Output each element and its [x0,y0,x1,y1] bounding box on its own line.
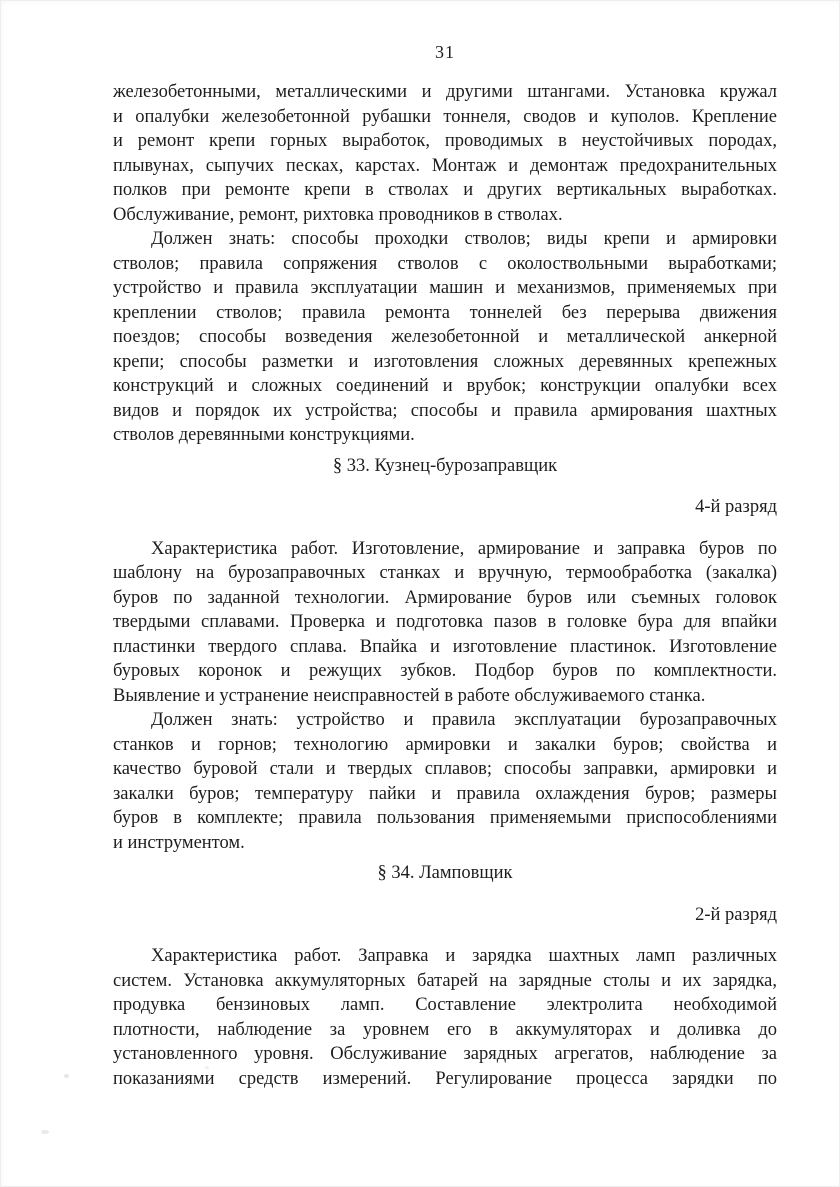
text-line: Обслуживание, ремонт, рихтовка проводников в стволах. [113,204,563,225]
text-line: твердыми сплавами. Проверка и подготовка пазов в головке бура для впайки [113,612,777,632]
section-33-should-know-paragraph [113,708,777,855]
text-line: поездов; способы возведения железобетонной и металлической анкерной [113,327,777,347]
text-line: креплении стволов; правила ремонта тоннелей без перерыва движения [113,302,777,323]
text-line: железобетонными, металлическими и другими штангами. Установка кружал [113,82,777,102]
text-line: видов и порядок их устройства; способы и правила армирования шахтных [113,400,777,421]
text-line: Должен знать: устройство и правила эксплуатации бурозаправочных [151,710,777,730]
text-line: буровых коронок и режущих зубков. Подбор буров по комплектности. [113,661,777,681]
text-line: буров в комплекте; правила пользования применяемыми приспособлениями [113,808,777,828]
scan-speckle [205,1066,209,1069]
section-34-grade: 2-й разряд [695,904,777,925]
text-line: и опалубки железобетонной рубашки тоннеля, сводов и куполов. Крепление [113,106,777,127]
text-line: плывунах, сыпучих песках, карстах. Монтаж и демонтаж предохранительных [113,155,777,176]
text-line: конструкций и сложных соединений и врубок; конструкции опалубки всех [113,376,777,396]
text-line: стволов; правила сопряжения стволов с околоствольными выработками; [113,253,777,274]
text-line: показаниями средств измерений. Регулирование процесса зарядки по [113,1068,777,1089]
text-line: стволов деревянными конструкциями. [113,425,415,445]
section-34-characteristics-paragraph [113,944,777,1091]
text-line: продувка бензиновых ламп. Составление электролита необходимой [113,995,777,1015]
section-34-heading: § 34. Ламповщик [377,863,513,883]
text-line: и ремонт крепи горных выработок, проводимых в неустойчивых породах, [113,131,777,151]
text-line: устройство и правила эксплуатации машин и механизмов, применяемых при [113,278,777,298]
page-number: 31 [435,42,455,62]
text-line: качество буровой стали и твердых сплавов; способы заправки, армировки и [113,759,777,779]
continued-paragraph [113,80,777,227]
text-line: закалки буров; температуру пайки и правила охлаждения буров; размеры [113,783,777,804]
text-line: плотности, наблюдение за уровнем его в аккумуляторах и доливка до [113,1019,777,1040]
text-line: шаблону на бурозаправочных станках и вручную, термообработка (закалка) [113,563,777,583]
section-33-characteristics-paragraph [113,537,777,709]
text-line: крепи; способы разметки и изготовления сложных деревянных крепежных [113,351,777,372]
text-line: пластинки твердого сплава. Впайка и изготовление пластинок. Изготовление [113,636,777,657]
text-line: Характеристика работ. Изготовление, армирование и заправка буров по [151,538,777,559]
text-line: систем. Установка аккумуляторных батарей на зарядные столы и их зарядка, [113,970,777,991]
section-33-heading: § 33. Кузнец-бурозаправщик [332,455,558,476]
text-line: Должен знать: способы проходки стволов; виды крепи и армировки [151,229,777,249]
text-line: станков и горнов; технологию армировки и закалки буров; свойства и [113,734,777,755]
text-line: установленного уровня. Обслуживание зарядных агрегатов, наблюдение за [113,1044,777,1064]
text-line: Характеристика работ. Заправка и зарядка шахтных ламп различных [151,946,777,966]
text-line: Выявление и устранение неисправностей в работе обслуживаемого станка. [113,685,706,706]
text-line: и инструментом. [113,832,245,853]
scan-speckle [41,1130,49,1134]
text-line: буров по заданной технологии. Армирование буров или съемных головок [113,587,777,608]
section-33-grade: 4-й разряд [695,497,777,517]
text-line: полков при ремонте крепи в стволах и других вертикальных выработках. [113,180,777,200]
should-know-continued-paragraph [113,227,777,448]
scan-speckle [64,1074,69,1078]
